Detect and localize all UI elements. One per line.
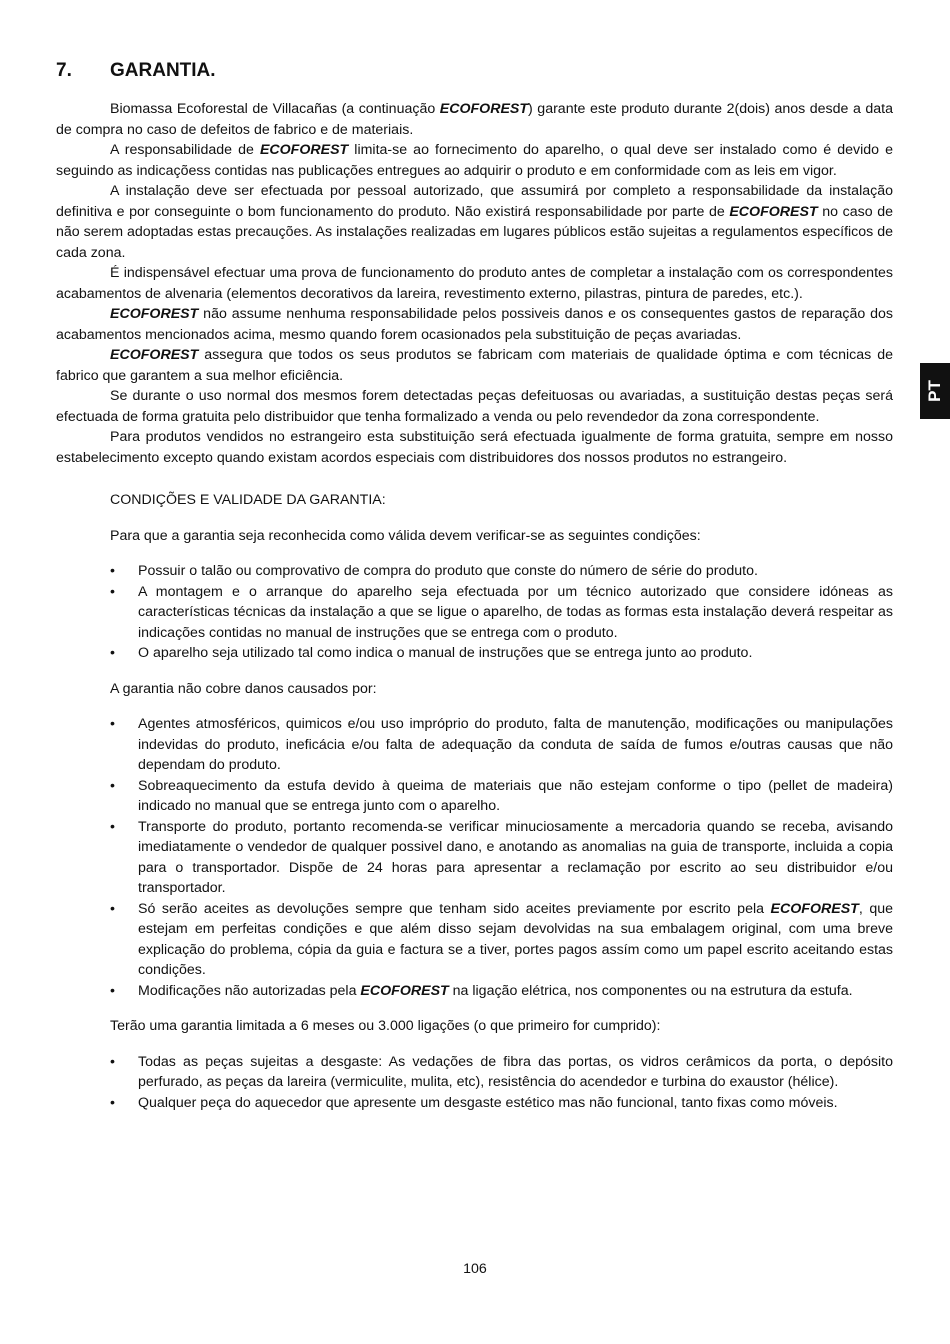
text: Modificações não autorizadas pela	[138, 982, 361, 999]
bullet-icon: •	[110, 645, 115, 661]
text: , que estejam em perfeitas condições e que além disso sejam devolvidas na sua embalagem original, com uma breve explicação do problema, cópia da guia e factura se a tiver, portes pagos assím como um papel escrito aceitando estas condições.	[138, 900, 893, 978]
document-body	[56, 58, 893, 1113]
bullet-icon: •	[110, 777, 115, 794]
text: Transporte do produto, portanto recomenda-se verificar minuciosamente a mercadoria quando se receba, avisando imediatamente o vendedor de qualquer possivel dano, e anotando as anomalias na guia de transporte, incluida a copia para o transportador. Dispõe de 24 horas para apresentar a reclamação por escrito ao seu distribuidor e/ou transportador.	[138, 818, 893, 896]
brand-name: ECOFOREST	[110, 306, 199, 322]
list-item	[56, 643, 893, 664]
list-item	[56, 561, 893, 582]
conditions-intro: Para que a garantia seja reconhecida como válida devem verificar-se as seguintes condições:	[110, 527, 701, 544]
list-item	[56, 1052, 893, 1093]
paragraph	[56, 181, 893, 263]
text: assegura que todos os seus produtos se fabricam com materiais de qualidade óptima e com técnicas de fabrico que garantem a sua melhor eficiência.	[56, 347, 893, 384]
text: na ligação elétrica, nos componentes ou na estrutura da estufa.	[448, 982, 853, 999]
list-item	[56, 981, 893, 1002]
limited-warranty-intro: Terão uma garantia limitada a 6 meses ou 3.000 ligações (o que primeiro for cumprido):	[110, 1018, 661, 1034]
exclusions-intro: A garantia não cobre danos causados por:	[110, 680, 377, 697]
text: A instalação deve ser efectuada por pessoal autorizado, que assumirá por completo a responsabilidade da instalação definitiva e por conseguinte o bom funcionamento do produto. Não existirá responsabilidade por parte de	[56, 183, 893, 220]
section-heading	[56, 58, 893, 84]
section-title: GARANTIA.	[110, 60, 216, 81]
paragraph: Se durante o uso normal dos mesmos forem detectadas peças defeituosas ou avariadas, a sustituição destas peças será efectuada de forma gratuita pelo distribuidor que tenha formalizado a venda ou pelo revendedor da zona correspondente.	[56, 388, 893, 425]
list-item	[56, 1093, 893, 1114]
paragraph: É indispensável efectuar uma prova de funcionamento do produto antes de completar a instalação com os correspondentes acabamentos de alvenaria (elementos decorativos da lareira, revestimento externo, pilastras, pintura de paredes, etc.).	[56, 265, 893, 302]
list-item	[56, 899, 893, 981]
exclusions-list	[56, 714, 893, 1001]
text: não assume nenhuma responsabilidade pelos possiveis danos e os consequentes gastos de reparação dos acabamentos mencionados acima, mesmo quando forem ocasionados pela substituição de peças avariadas.	[56, 306, 893, 343]
bullet-icon: •	[110, 818, 115, 835]
bullet-icon: •	[110, 583, 115, 600]
text: Biomassa Ecoforestal de Villacañas (a continuação	[110, 101, 440, 117]
conditions-title: CONDIÇÕES E VALIDADE DA GARANTIA:	[110, 492, 386, 508]
language-tab-label: PT	[924, 380, 944, 402]
page-number: 106	[463, 1261, 487, 1277]
list-item	[56, 817, 893, 899]
paragraph	[56, 304, 893, 345]
text: Sobreaquecimento da estufa devido à queima de materiais que não estejam conforme o tipo (pellet de madeira) indicado no manual que se entrega junto com o aparelho.	[138, 777, 893, 814]
text: Agentes atmosféricos, quimicos e/ou uso impróprio do produto, falta de manutenção, modificações ou manipulações indevidas do produto, ineficácia e/ou falta de adequação da conduta de saída de fumos e/outras causas que não dependam do produto.	[138, 716, 893, 773]
text: Todas as peças sujeitas a desgaste: As vedações de fibra das portas, os vidros cerâmicos da porta, o depósito perfurado, as peças da lareira (vermiculite, mulita, etc), resistência do acendedor e turbina do exaustor (hélice).	[138, 1053, 893, 1090]
text: limita-se ao fornecimento do aparelho, o qual deve ser instalado como é devido e seguindo as indicaçõess contidas nas publicações entregues ao adquirir o produto e em conformidade com as leis em vigor.	[56, 142, 893, 179]
brand-name: ECOFOREST	[110, 347, 199, 363]
text: A responsabilidade de	[110, 142, 260, 158]
brand-name: ECOFOREST	[770, 900, 859, 917]
paragraph	[56, 99, 893, 140]
language-tab	[920, 363, 950, 419]
list-item	[56, 714, 893, 776]
text: Só serão aceites as devoluções sempre que tenham sido aceites previamente por escrito pela	[138, 900, 771, 917]
bullet-icon: •	[110, 1094, 115, 1111]
text: Qualquer peça do aquecedor que apresente um desgaste estético mas não funcional, tanto fixas como móveis.	[138, 1094, 838, 1111]
bullet-icon: •	[110, 716, 115, 732]
limited-warranty-list	[56, 1052, 893, 1114]
brand-name: ECOFOREST	[439, 101, 529, 117]
text: O aparelho seja utilizado tal como indica o manual de instruções que se entrega junto ao produto.	[138, 645, 753, 661]
list-item	[56, 776, 893, 817]
text: A montagem e o arranque do aparelho seja efectuada por um técnico autorizado que considere idóneas as características técnicas da instalação a que se ligue o aparelho, de todas as formas esta instalação deverá respeitar as indicações contidas no manual de instruções que se entrega com o produto.	[138, 583, 893, 641]
brand-name: ECOFOREST	[259, 142, 349, 158]
conditions-list	[56, 561, 893, 664]
paragraph	[56, 140, 893, 181]
paragraph	[56, 345, 893, 386]
text: Possuir o talão ou comprovativo de compra do produto que conste do número de série do produto.	[138, 563, 758, 579]
bullet-icon: •	[110, 1053, 115, 1070]
list-item	[56, 582, 893, 644]
bullet-icon: •	[110, 563, 115, 579]
text: no caso de não serem adoptadas estas precauções. As instalações realizadas em lugares públicos estão sujeitas a regulamentos específicos de cada zona.	[56, 203, 894, 261]
brand-name: ECOFOREST	[360, 982, 449, 999]
brand-name: ECOFOREST	[729, 203, 818, 220]
text: ) garante este produto durante 2(dois) anos desde a data de compra no caso de defeitos de fabrico e de materiais.	[56, 101, 893, 138]
bullet-icon: •	[110, 982, 115, 999]
section-number: 7.	[56, 60, 72, 81]
paragraph: Para produtos vendidos no estrangeiro esta substituição será efectuada igualmente de forma gratuita, sempre em nosso estabelecimento excepto quando existam acordos especiais com distribuidores dos nossos produtos no estrangeiro.	[56, 429, 893, 466]
bullet-icon: •	[110, 900, 115, 917]
